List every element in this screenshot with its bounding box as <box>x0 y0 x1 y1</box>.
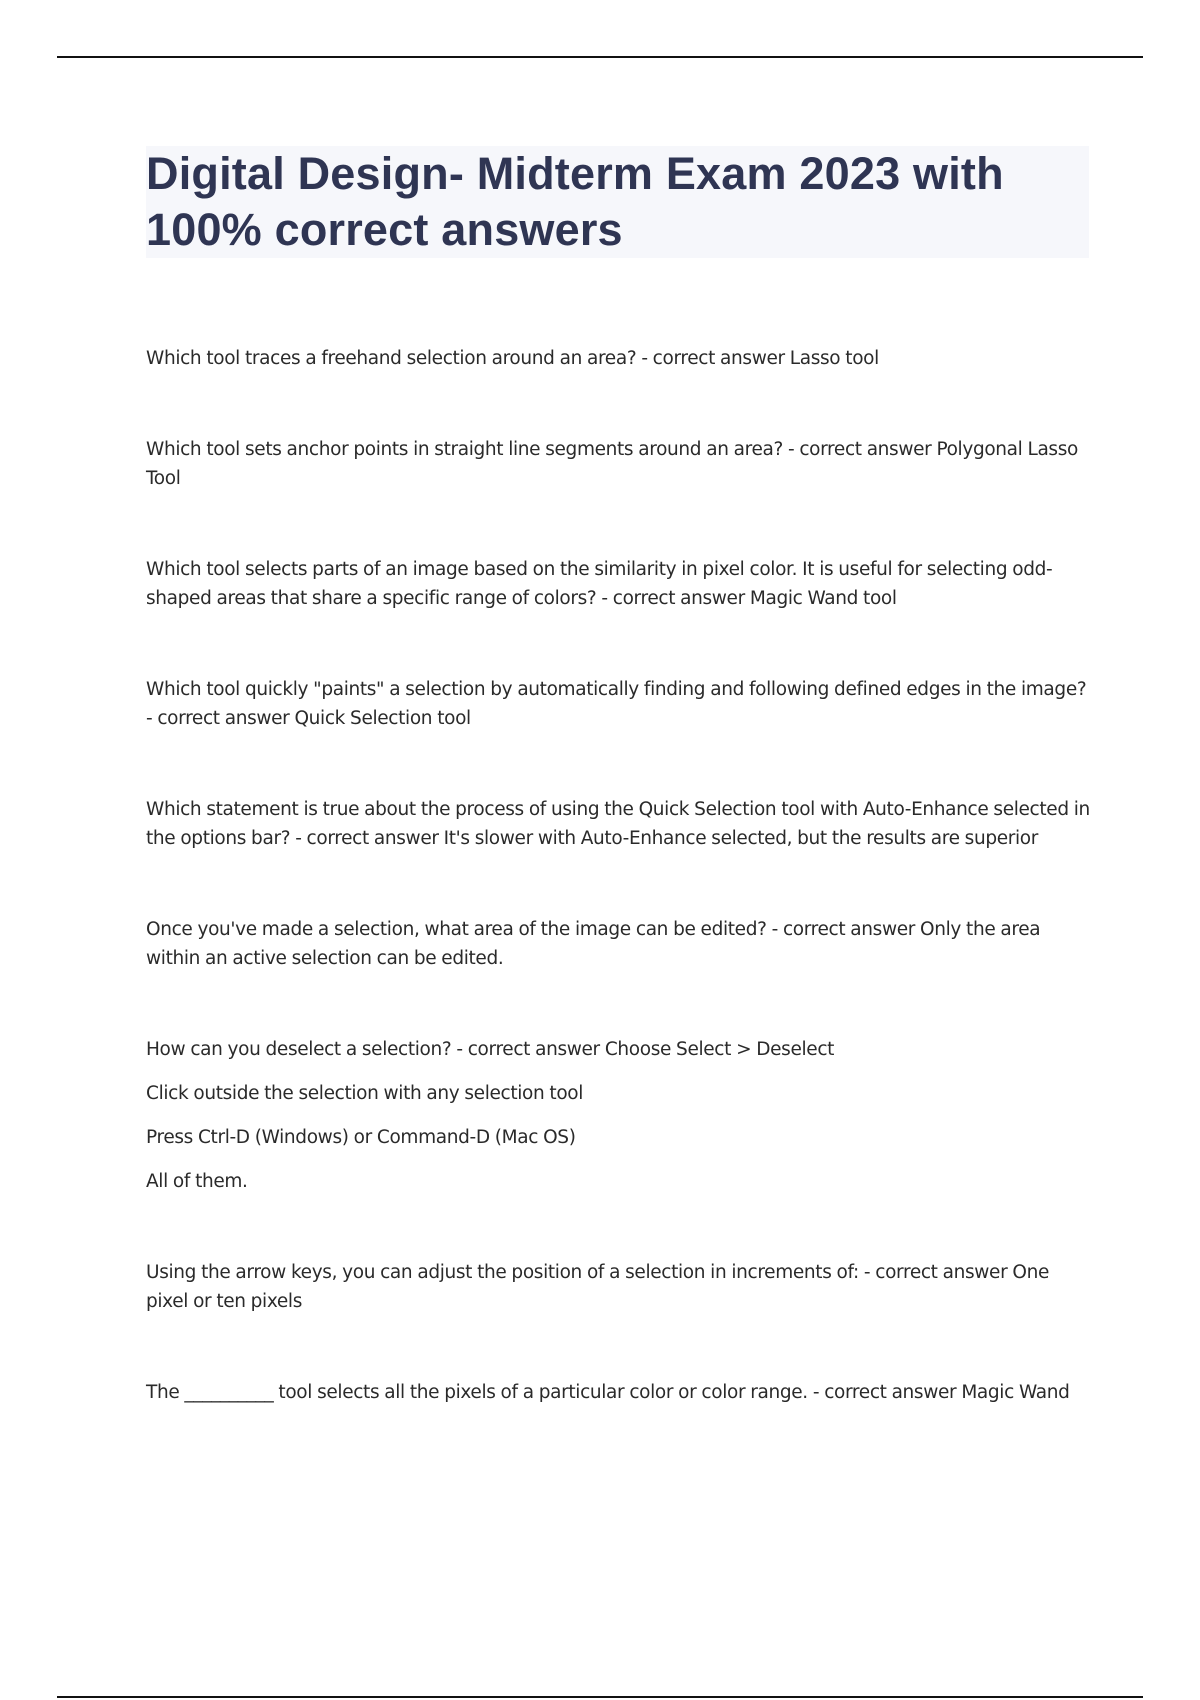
question-item <box>146 344 1096 373</box>
question-text: Which tool selects parts of an image based on the similarity in pixel color. It is useful for selecting odd-shaped areas that share a specific range of colors? - correct answer Magic Wand tool <box>146 559 1053 609</box>
question-item <box>146 1378 1096 1407</box>
question-text: Which tool sets anchor points in straight line segments around an area? - correct answer Polygonal Lasso Tool <box>146 439 1078 489</box>
answer-line: Click outside the selection with any selection tool <box>146 1083 584 1104</box>
question-text: The __________ tool selects all the pixels of a particular color or color range. - correct answer Magic Wand <box>146 1382 1070 1403</box>
question-text: Which tool traces a freehand selection around an area? - correct answer Lasso tool <box>146 348 879 369</box>
page-title: Digital Design- Midterm Exam 2023 with 100% correct answers <box>146 148 1004 255</box>
question-item <box>146 1035 1096 1196</box>
title-banner <box>146 146 1089 258</box>
question-text: Once you've made a selection, what area of the image can be edited? - correct answer Only the area within an active selection can be edited. <box>146 919 1041 969</box>
question-item <box>146 675 1096 733</box>
question-item <box>146 795 1096 853</box>
question-text: Which statement is true about the process of using the Quick Selection tool with Auto-Enhance selected in the options bar? - correct answer It's slower with Auto-Enhance selected, but the results are superior <box>146 799 1090 849</box>
answer-line: All of them. <box>146 1171 248 1192</box>
question-item <box>146 1258 1096 1316</box>
question-item <box>146 435 1096 493</box>
answer-line: Press Ctrl-D (Windows) or Command-D (Mac OS) <box>146 1127 576 1148</box>
question-list <box>146 344 1096 1407</box>
question-text: Using the arrow keys, you can adjust the position of a selection in increments of: - correct answer One pixel or ten pixels <box>146 1262 1049 1312</box>
top-rule <box>57 56 1143 58</box>
question-text: How can you deselect a selection? - correct answer Choose Select > Deselect <box>146 1039 835 1060</box>
question-item <box>146 915 1096 973</box>
question-item <box>146 555 1096 613</box>
question-text: Which tool quickly "paints" a selection by automatically finding and following defined edges in the image? - correct answer Quick Selection tool <box>146 679 1087 729</box>
bottom-rule <box>57 1696 1143 1698</box>
